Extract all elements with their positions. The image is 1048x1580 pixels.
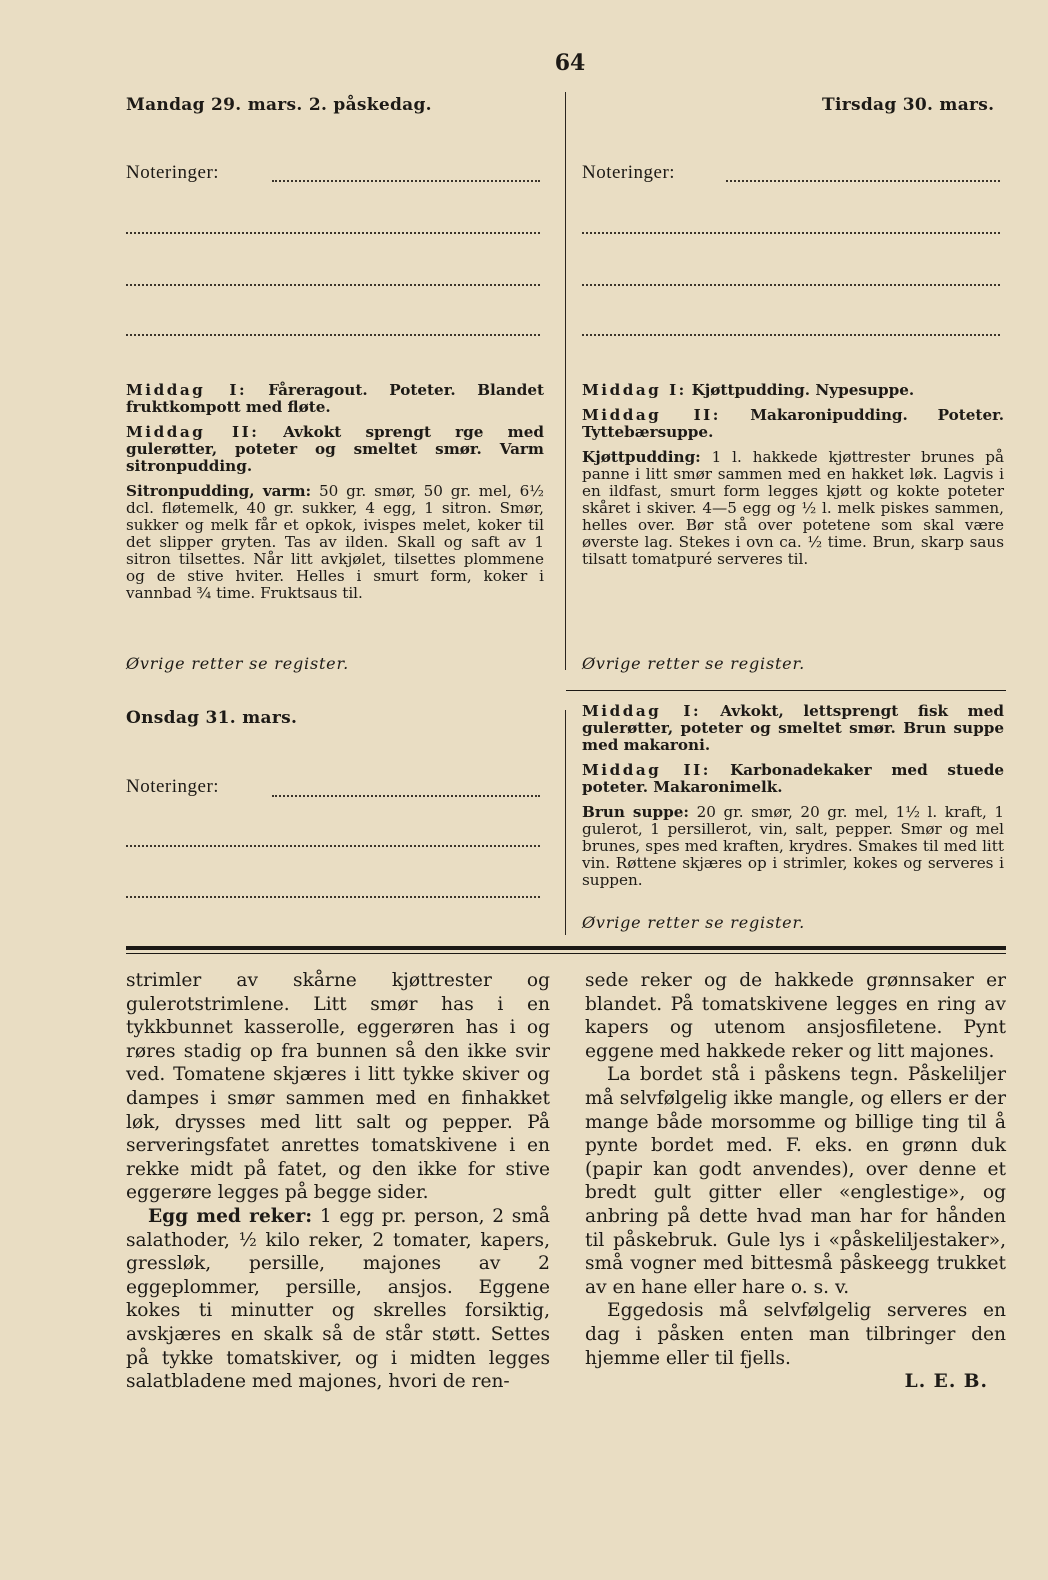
article-signature: L. E. B. <box>904 1371 988 1393</box>
monday-dinner-1-text: Fåreragout. Poteter. Blandet fruktkompott med fløte. <box>126 381 544 416</box>
monday-dinner-2 <box>126 424 544 475</box>
article-column-2 <box>585 969 1006 1394</box>
tuesday-dinner-2-text: Makaronipudding. Poteter. Tyttebærsuppe. <box>582 406 1004 441</box>
tuesday-notes-line-3 <box>582 284 1000 286</box>
tuesday-menu <box>582 382 1004 568</box>
column-divider-middle <box>565 710 566 935</box>
wednesday-dinner-1 <box>582 703 1004 754</box>
tuesday-bottom-rule <box>566 690 1006 691</box>
wednesday-dinner-1-label: Middag I: <box>582 702 702 720</box>
wednesday-notes-line-2 <box>126 845 540 847</box>
wednesday-dinner-1-text: Avkokt, lettsprengt fisk med gulerøtter, poteter og smeltet smør. Brun suppe med makaroni. <box>582 702 1005 754</box>
wednesday-notes-label: Noteringer: <box>126 776 220 797</box>
tuesday-footer-note: Øvrige retter se register. <box>582 654 806 673</box>
monday-notes-line-3 <box>126 284 540 286</box>
tuesday-dinner-1-label: Middag I: <box>582 381 687 399</box>
monday-dinner-2-text: Avkokt sprengt rge med gulerøtter, poteter og smeltet smør. Varm sitronpudding. <box>126 423 545 475</box>
monday-recipe <box>126 483 544 602</box>
article-col1-paragraph-2 <box>126 1205 550 1394</box>
page-number: 64 <box>554 50 586 76</box>
tuesday-recipe-label: Kjøttpudding: <box>582 448 701 466</box>
wednesday-recipe <box>582 804 1004 889</box>
article-col1-paragraph-1: strimler av skårne kjøttrester og gulerotstrimlene. Litt smør has i en tykkbunnet kasserolle, eggerøren has i og røres stadig op fra bunnen så den ikke svir ved. Tomatene skjæres i litt tykke skiver og dampes i smør sammen med en finhakket løk, drysses med litt salt og pepper. På serveringsfatet anrettes tomatskivene i en rekke midt på fatet, og den ikke for stive eggerøre legges på begge sider. <box>126 970 550 1204</box>
tuesday-notes-label: Noteringer: <box>582 162 676 183</box>
monday-notes-line-4 <box>126 334 540 336</box>
tuesday-dinner-1 <box>582 382 1004 399</box>
wednesday-recipe-label: Brun suppe: <box>582 803 690 821</box>
tuesday-dinner-2-label: Middag II: <box>582 406 721 424</box>
section-divider-thick <box>126 946 1006 950</box>
article-column-1 <box>126 969 550 1394</box>
monday-menu <box>126 382 544 602</box>
wednesday-notes-line-3 <box>126 896 540 898</box>
egg-recipe-label: Egg med reker: <box>148 1205 313 1227</box>
wednesday-dinner-2-label: Middag II: <box>582 761 711 779</box>
monday-recipe-text: 50 gr. smør, 50 gr. mel, 6½ dcl. fløtemelk, 40 gr. sukker, 4 egg, 1 sitron. Smør, sukker og melk får et opkok, ivispes melet, koker til det slipper gryten. Tas av ilden. Skall og saft av 1 sitron tilsettes. Når litt avkjølet, tilsettes plommene og de stive hviter. Helles i smurt form, koker i vannbad ¾ time. Fruktsaus til. <box>126 482 544 602</box>
tuesday-heading: Tirsdag 30. mars. <box>822 95 995 115</box>
monday-notes-line-2 <box>126 232 540 234</box>
egg-recipe-text: 1 egg pr. person, 2 små salathoder, ½ kilo reker, 2 tomater, kapers, gressløk, persille, majones av 2 eggeplommer, persille, ansjos. Eggene kokes ti minutter og skrelles forsiktig, avskjæres en skalk så de står støtt. Settes på tykke tomatskiver, og i midten legges salatbladene med majones, hvori de ren- <box>126 1205 550 1393</box>
wednesday-menu <box>582 703 1004 889</box>
article-col2-paragraph-2: La bordet stå i påskens tegn. Påskeliljer må selvfølgelig ikke mangle, og ellers er der mange både morsomme og billige ting til å pynte bordet med. F. eks. en grønn duk (papir kan godt anvendes), over denne et bredt gult gitter eller «englestige», og anbring på dette hvad man har for hånden til påskebruk. Gule lys i «påskeliljestaker», små vogner med bittesmå påskeegg trukket av en hane eller hare o. s. v. <box>585 1064 1006 1298</box>
monday-dinner-1 <box>126 382 544 416</box>
tuesday-notes-line-4 <box>582 334 1000 336</box>
monday-heading: Mandag 29. mars. 2. påskedag. <box>126 95 432 115</box>
section-divider-thin <box>126 953 1006 954</box>
column-divider-top <box>565 92 566 670</box>
monday-notes-line-1 <box>272 180 540 182</box>
monday-notes-label: Noteringer: <box>126 162 220 183</box>
wednesday-recipe-text: 20 gr. smør, 20 gr. mel, 1½ l. kraft, 1 gulerot, 1 persillerot, vin, salt, pepper. Smør og mel brunes, spes med kraften, krydres. Smakes til med litt vin. Røttene skjæres op i strimler, kokes og serveres i suppen. <box>582 803 1005 889</box>
tuesday-dinner-2 <box>582 407 1004 441</box>
article-col2-paragraph-1: sede reker og de hakkede grønnsaker er blandet. På tomatskivene legges en ring av kapers og utenom ansjosfiletene. Pynt eggene med hakkede reker og litt majones. <box>585 970 1006 1062</box>
tuesday-notes-line-2 <box>582 232 1000 234</box>
tuesday-dinner-1-text: Kjøttpudding. Nypesuppe. <box>691 381 915 399</box>
wednesday-heading: Onsdag 31. mars. <box>126 708 298 728</box>
monday-recipe-label: Sitronpudding, varm: <box>126 482 312 500</box>
monday-dinner-2-label: Middag II: <box>126 423 260 441</box>
article-col2-paragraph-3: Eggedosis må selvfølgelig serveres en dag i påsken enten man tilbringer den hjemme eller til fjells. <box>585 1300 1006 1369</box>
wednesday-footer-note: Øvrige retter se register. <box>582 913 806 932</box>
tuesday-recipe-text: 1 l. hakkede kjøttrester brunes på panne i litt smør sammen med en hakket løk. Lagvis i en ildfast, smurt form legges kjøtt og kokte poteter skåret i skiver. 4—5 egg og ½ l. melk piskes sammen, helles over. Bør stå over potetene som skal være øverste lag. Stekes i ovn ca. ½ time. Brun, skarp saus tilsatt tomatpuré serveres til. <box>582 448 1004 568</box>
wednesday-notes-line-1 <box>272 795 540 797</box>
tuesday-recipe <box>582 449 1004 568</box>
monday-dinner-1-label: Middag I: <box>126 381 248 399</box>
wednesday-dinner-2 <box>582 762 1004 796</box>
tuesday-notes-line-1 <box>726 180 1000 182</box>
wednesday-dinner-2-text: Karbonadekaker med stuede poteter. Makaronimelk. <box>582 761 1004 796</box>
monday-footer-note: Øvrige retter se register. <box>126 654 350 673</box>
